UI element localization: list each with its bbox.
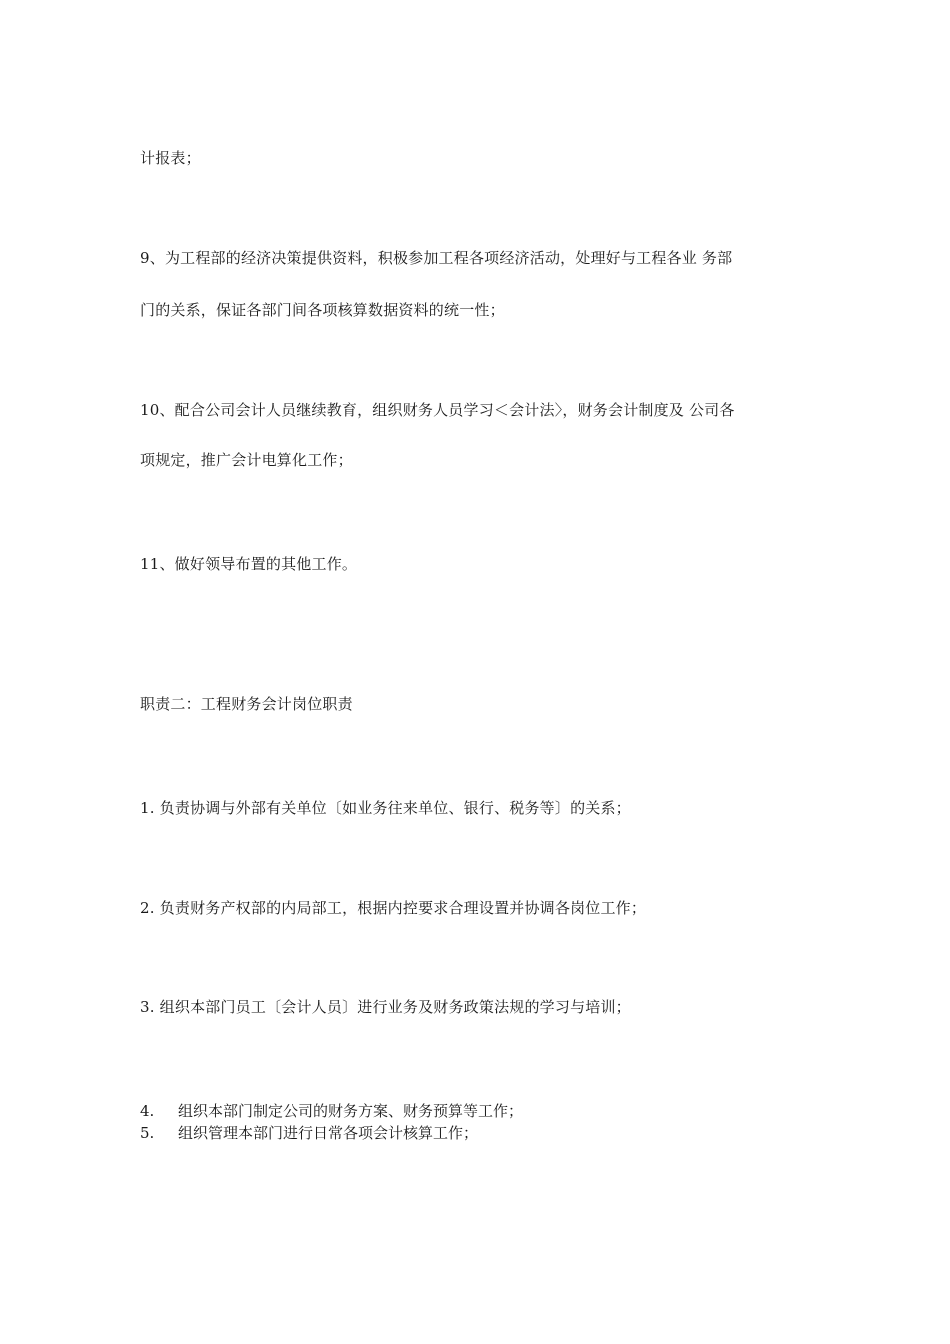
text-line-continuation: 计报表； xyxy=(140,149,201,167)
text-line-item-11: 11、做好领导布置的其他工作。 xyxy=(140,555,358,573)
section-heading: 职责二：工程财务会计岗位职责 xyxy=(140,695,353,713)
duty-item-2: 2. 负责财务产权部的内局部工，根据内控要求合理设置并协调各岗位工作； xyxy=(140,899,647,917)
duty-item-5 xyxy=(140,1123,820,1143)
text-line-item-9a: 9、为工程部的经济决策提供资料，积极参加工程各项经济活动，处理好与工程各业 务部 xyxy=(140,249,733,267)
list-text: 组织本部门制定公司的财务方案、财务预算等工作； xyxy=(178,1102,524,1120)
list-text: 组织管理本部门进行日常各项会计核算工作； xyxy=(178,1124,479,1142)
list-number: 5. xyxy=(140,1124,155,1142)
duty-item-4 xyxy=(140,1101,820,1121)
list-number: 4. xyxy=(140,1102,155,1120)
text-line-item-10b: 项规定，推广会计电算化工作； xyxy=(140,451,353,469)
duty-item-1: 1. 负责协调与外部有关单位〔如业务往来单位、银行、税务等〕的关系； xyxy=(140,799,631,817)
text-line-item-9b: 门的关系，保证各部门间各项核算数据资料的统一性； xyxy=(140,301,505,319)
duty-item-3: 3. 组织本部门员工〔会计人员〕进行业务及财务政策法规的学习与培训； xyxy=(140,998,631,1016)
text-line-item-10a: 10、配合公司会计人员继续教育，组织财务人员学习＜会计法〉，财务会计制度及 公司各 xyxy=(140,401,735,419)
